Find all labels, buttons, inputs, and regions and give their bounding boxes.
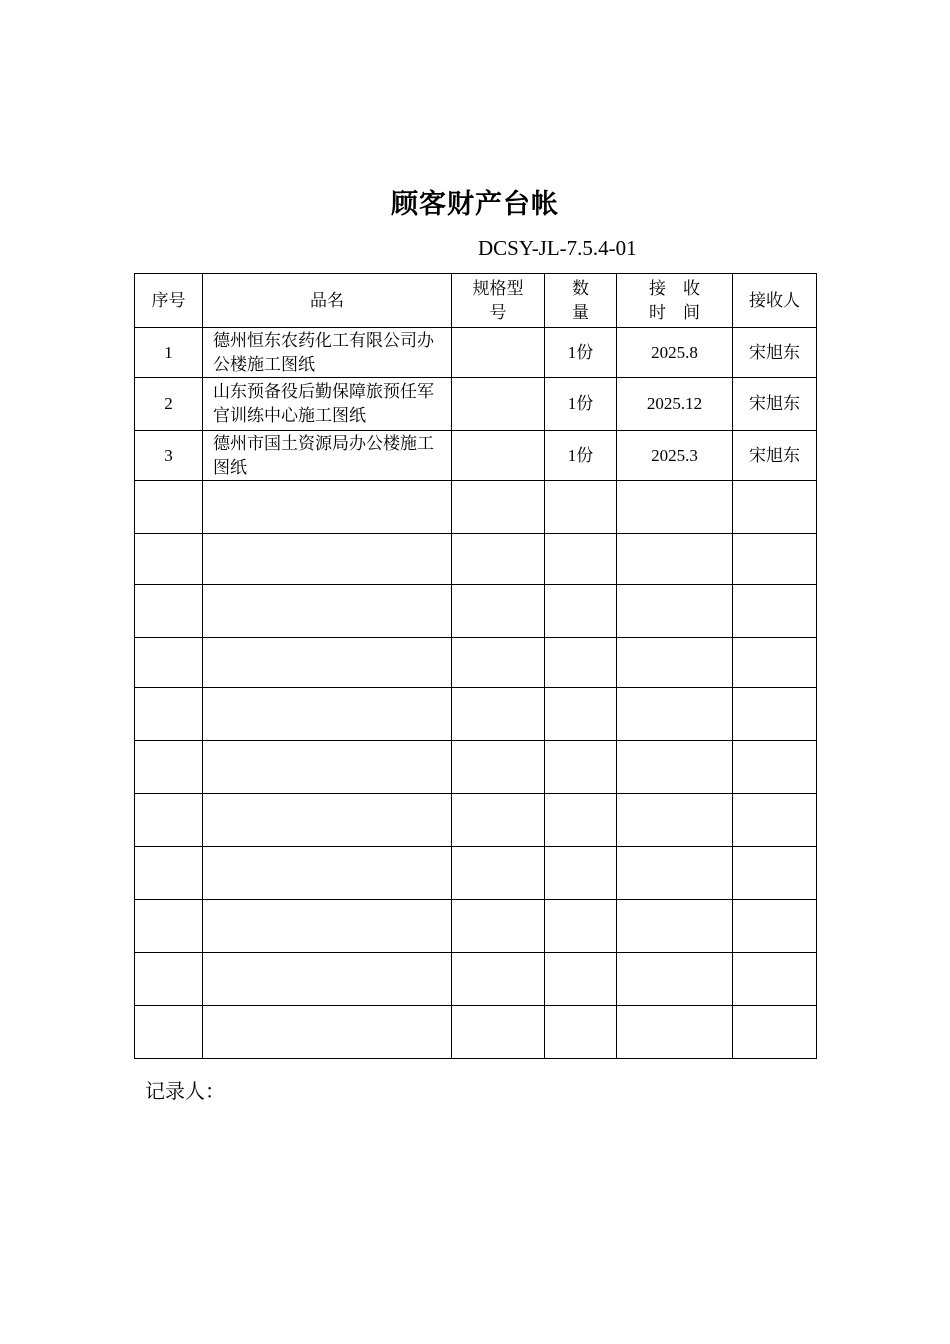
cell-seq <box>135 638 203 688</box>
cell-spec <box>452 688 545 741</box>
cell-seq <box>135 953 203 1006</box>
table-row <box>135 847 817 900</box>
table-row <box>135 328 817 378</box>
cell-qty <box>545 481 617 534</box>
cell-receiver <box>733 847 817 900</box>
cell-time <box>617 481 733 534</box>
cell-time <box>617 688 733 741</box>
cell-name <box>203 794 452 847</box>
cell-seq <box>135 794 203 847</box>
cell-spec <box>452 638 545 688</box>
document-title: 顾客财产台帐 <box>391 189 559 220</box>
table-row <box>135 585 817 638</box>
table-row <box>135 638 817 688</box>
cell-spec <box>452 794 545 847</box>
header-seq: 序号 <box>135 274 203 328</box>
cell-receiver <box>733 900 817 953</box>
cell-name <box>203 953 452 1006</box>
cell-receiver: 宋旭东 <box>733 431 817 481</box>
header-spec-line2: 号 <box>489 302 507 323</box>
header-time <box>617 274 733 328</box>
cell-qty <box>545 1006 617 1059</box>
cell-spec <box>452 378 545 431</box>
table-row <box>135 900 817 953</box>
header-time-line2: 时 间 <box>649 302 700 323</box>
header-receiver: 接收人 <box>733 274 817 328</box>
header-qty <box>545 274 617 328</box>
header-qty-line1: 数 <box>572 278 589 299</box>
cell-spec <box>452 900 545 953</box>
cell-qty <box>545 741 617 794</box>
cell-seq <box>135 1006 203 1059</box>
cell-spec <box>452 741 545 794</box>
cell-seq <box>135 847 203 900</box>
cell-qty <box>545 534 617 585</box>
cell-name <box>203 847 452 900</box>
header-time-line1: 接 收 <box>649 278 700 299</box>
table-row <box>135 794 817 847</box>
table-header-row <box>135 274 817 328</box>
cell-qty <box>545 638 617 688</box>
cell-time: 2025.3 <box>617 431 733 481</box>
cell-time <box>617 847 733 900</box>
table-row <box>135 481 817 534</box>
table-row <box>135 431 817 481</box>
cell-time <box>617 585 733 638</box>
table-row <box>135 1006 817 1059</box>
customer-property-ledger-table <box>134 273 817 1059</box>
cell-time <box>617 534 733 585</box>
cell-qty: 1份 <box>545 431 617 481</box>
cell-receiver <box>733 1006 817 1059</box>
recorder-label: 记录人： <box>145 1079 225 1103</box>
header-spec-line1: 规格型 <box>472 278 524 299</box>
header-qty-line2: 量 <box>572 302 589 323</box>
cell-time <box>617 741 733 794</box>
cell-name <box>203 534 452 585</box>
table-row <box>135 953 817 1006</box>
table-row <box>135 688 817 741</box>
cell-name <box>203 481 452 534</box>
cell-name <box>203 585 452 638</box>
cell-name <box>203 900 452 953</box>
cell-time <box>617 1006 733 1059</box>
cell-spec <box>452 431 545 481</box>
cell-time: 2025.12 <box>617 378 733 431</box>
cell-seq <box>135 688 203 741</box>
cell-qty: 1份 <box>545 328 617 378</box>
header-spec <box>452 274 545 328</box>
cell-receiver: 宋旭东 <box>733 378 817 431</box>
cell-spec <box>452 328 545 378</box>
table-row <box>135 378 817 431</box>
cell-spec <box>452 847 545 900</box>
cell-time <box>617 953 733 1006</box>
cell-receiver <box>733 688 817 741</box>
cell-name <box>203 688 452 741</box>
cell-name: 德州恒东农药化工有限公司办公楼施工图纸 <box>203 328 452 378</box>
cell-qty <box>545 585 617 638</box>
cell-time <box>617 900 733 953</box>
cell-time <box>617 794 733 847</box>
cell-seq <box>135 900 203 953</box>
header-name: 品名 <box>203 274 452 328</box>
cell-time <box>617 638 733 688</box>
cell-name <box>203 741 452 794</box>
cell-seq: 3 <box>135 431 203 481</box>
table-body <box>135 328 817 1059</box>
cell-qty <box>545 847 617 900</box>
cell-qty <box>545 953 617 1006</box>
cell-receiver <box>733 638 817 688</box>
cell-spec <box>452 585 545 638</box>
cell-receiver <box>733 953 817 1006</box>
table-row <box>135 534 817 585</box>
cell-spec <box>452 1006 545 1059</box>
cell-spec <box>452 481 545 534</box>
cell-spec <box>452 953 545 1006</box>
cell-receiver <box>733 585 817 638</box>
cell-name: 山东预备役后勤保障旅预任军官训练中心施工图纸 <box>203 378 452 431</box>
cell-receiver: 宋旭东 <box>733 328 817 378</box>
cell-receiver <box>733 741 817 794</box>
cell-time: 2025.8 <box>617 328 733 378</box>
cell-name <box>203 638 452 688</box>
cell-receiver <box>733 534 817 585</box>
cell-name <box>203 1006 452 1059</box>
cell-seq <box>135 585 203 638</box>
cell-seq: 2 <box>135 378 203 431</box>
cell-name: 德州市国土资源局办公楼施工图纸 <box>203 431 452 481</box>
document-code: DCSY-JL-7.5.4-01 <box>478 236 637 260</box>
cell-seq <box>135 534 203 585</box>
table-row <box>135 741 817 794</box>
cell-seq: 1 <box>135 328 203 378</box>
cell-receiver <box>733 794 817 847</box>
cell-receiver <box>733 481 817 534</box>
cell-qty <box>545 900 617 953</box>
cell-qty <box>545 688 617 741</box>
cell-qty: 1份 <box>545 378 617 431</box>
cell-qty <box>545 794 617 847</box>
cell-spec <box>452 534 545 585</box>
cell-seq <box>135 741 203 794</box>
cell-seq <box>135 481 203 534</box>
